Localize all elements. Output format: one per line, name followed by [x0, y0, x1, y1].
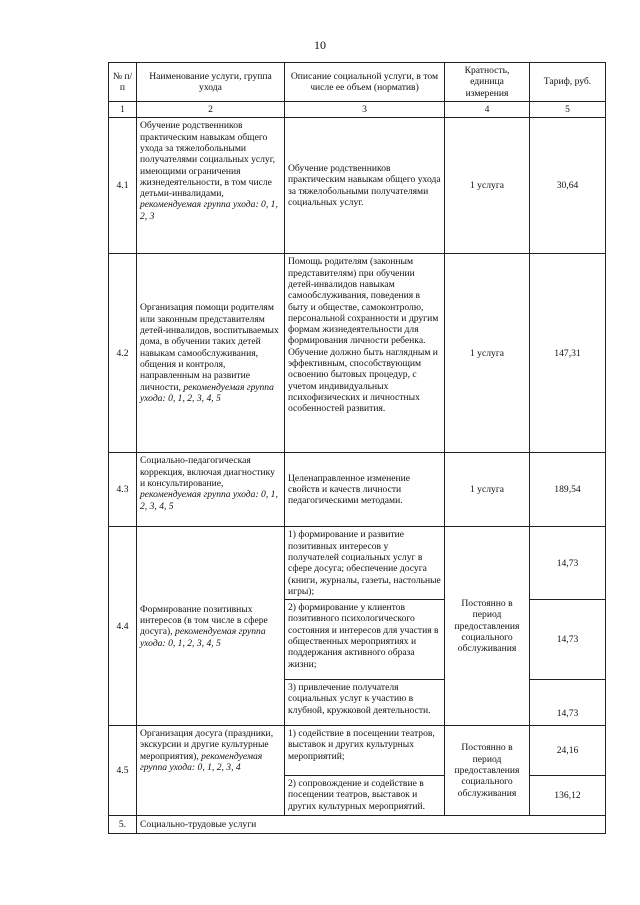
service-name: Обучение родственников практическим навыкам общего ухода за тяжелобольными получателями социальных услуг, имеющими ограничения жизнедеятельности, в том числе детьми-инвалидами, [140, 120, 275, 200]
header-name: Наименование услуги, группа ухода [137, 63, 285, 102]
column-number-row [109, 101, 606, 117]
service-description: Помощь родителям (законным представителям) при обучении детей-инвалидов навыкам самообслуживания, поведения в быту и обществе, самоконтролю, персональной сохранности и другим формам жизнедеятельности для формирования личности ребенка. Обучение должно быть наглядным и эффективным, способствующим освоению бытовых процедур, с учетом индивидуальных психофизических и личностных особенностей развития. [285, 254, 445, 453]
service-description-part: 1) содействие в посещении театров, выставок и других культурных мероприятий; [285, 726, 445, 776]
service-description-part: 3) привлечение получателя социальных услуг к участию в клубной, кружковой деятельности. [285, 680, 445, 726]
service-name-cell [137, 453, 285, 527]
care-group: рекомендуемая группа ухода: 0, 1, 2, 3, 4, 5 [140, 381, 274, 404]
service-frequency: Постоянно в период предоставления социального обслуживания [445, 726, 530, 816]
table-row [109, 453, 606, 527]
service-tariff: 14,73 [530, 680, 606, 726]
service-name-cell [137, 254, 285, 453]
services-table [108, 62, 606, 834]
service-name: Социально-педагогическая коррекция, включая диагностику и консультирование, [140, 455, 275, 489]
row-number: 4.5 [109, 726, 137, 816]
service-tariff: 24,16 [530, 726, 606, 776]
column-number: 5 [530, 101, 606, 117]
table-row [109, 118, 606, 254]
service-tariff: 189,54 [530, 453, 606, 527]
table-header-row [109, 63, 606, 102]
service-frequency: 1 услуга [445, 254, 530, 453]
column-number: 3 [285, 101, 445, 117]
table-row [109, 726, 606, 776]
service-description: Целенаправленное изменение свойств и качеств личности педагогическими методами. [285, 453, 445, 527]
column-number: 1 [109, 101, 137, 117]
section-row [109, 816, 606, 834]
care-group: рекомендуемая группа ухода: 0, 1, 2, 3 [140, 199, 278, 222]
service-description: Обучение родственников практическим навыкам общего ухода за тяжелобольными получателями социальных услуг. [285, 118, 445, 254]
service-frequency: Постоянно в период предоставления социального обслуживания [445, 527, 530, 726]
service-name: Организация досуга (праздники, экскурсии и другие культурные мероприятия), [140, 728, 274, 762]
row-number: 4.3 [109, 453, 137, 527]
table-row [109, 527, 606, 600]
service-tariff: 14,73 [530, 527, 606, 600]
service-name: Формирование позитивных интересов (в том числе в сфере досуга), [140, 603, 268, 638]
header-description: Описание социальной услуги, в том числе ее объем (норматив) [285, 63, 445, 102]
service-frequency: 1 услуга [445, 453, 530, 527]
care-group: рекомендуемая группа ухода: 0, 1, 2, 3, 4, 5 [140, 626, 266, 649]
service-tariff: 30,64 [530, 118, 606, 254]
service-description-part: 2) сопровождение и содействие в посещении театров, выставок и других культурных мероприятий. [285, 776, 445, 816]
care-group: рекомендуемая группа ухода: 0, 1, 2, 3, 4 [140, 750, 263, 774]
service-tariff: 147,31 [530, 254, 606, 453]
row-number: 4.1 [109, 118, 137, 254]
section-title: Социально-трудовые услуги [137, 816, 606, 834]
table-row [109, 254, 606, 453]
service-name: Организация помощи родителям или законным представителям детей-инвалидов, воспитываемых дома, в обучении таких детей навыкам самообслуживания, общения и контроля, направленным на развитие личности, [140, 302, 279, 393]
service-name-cell [137, 118, 285, 254]
page-number: 10 [314, 38, 326, 52]
service-tariff: 136,12 [530, 776, 606, 816]
service-tariff: 14,73 [530, 600, 606, 680]
service-name-cell [137, 527, 285, 726]
row-number: 4.2 [109, 254, 137, 453]
service-name-cell [137, 726, 285, 816]
column-number: 4 [445, 101, 530, 117]
header-frequency: Кратность, единица измерения [445, 63, 530, 102]
section-number: 5. [109, 816, 137, 834]
service-frequency: 1 услуга [445, 118, 530, 254]
column-number: 2 [137, 101, 285, 117]
header-num: № п/п [109, 63, 137, 102]
header-tariff: Тариф, руб. [530, 63, 606, 102]
row-number: 4.4 [109, 527, 137, 726]
care-group: рекомендуемая группа ухода: 0, 1, 2, 3, 4, 5 [140, 489, 278, 512]
service-description-part: 1) формирование и развитие позитивных интересов у получателей социальных услуг в сфере досуга; обеспечение досуга (книги, журналы, газеты, настольные игры); [285, 527, 445, 600]
service-description-part: 2) формирование у клиентов позитивного психологического состояния и интересов для участия в общественных мероприятиях и поддержания активного образа жизни; [285, 600, 445, 680]
